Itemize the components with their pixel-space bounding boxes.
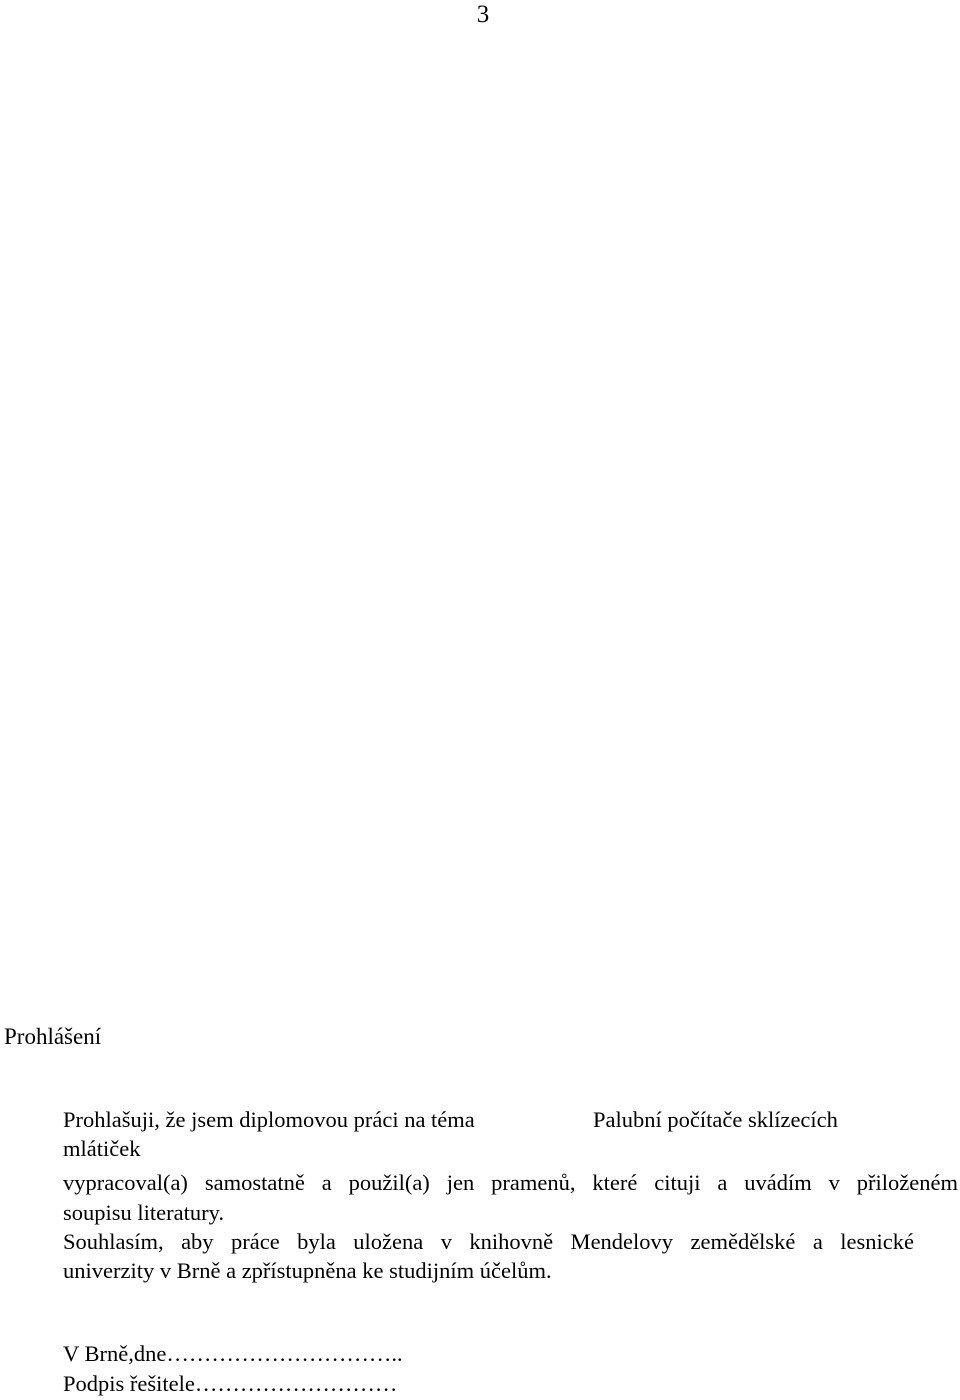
page-number: 3 bbox=[476, 1, 490, 28]
thesis-topic-part1: Palubní počítače sklízecích bbox=[593, 1107, 838, 1132]
thesis-topic-part2: mlátiček bbox=[63, 1136, 141, 1161]
declaration-intro: Prohlašuji, že jsem diplomovou práci na téma bbox=[63, 1107, 475, 1132]
consent-text-line: univerzity v Brně a zpřístupněna ke studijním účelům. bbox=[63, 1258, 552, 1283]
signature-field: Podpis řešitele……………………… bbox=[63, 1371, 398, 1396]
declaration-text-line: soupisu literatury. bbox=[63, 1200, 225, 1225]
place-date-field: V Brně,dne………………………….. bbox=[63, 1341, 403, 1366]
consent-text-line: Souhlasím, aby práce byla uložena v knihovně Mendelovy zemědělské a lesnické bbox=[63, 1229, 914, 1254]
page-title: Prohlášení bbox=[4, 1024, 102, 1049]
declaration-text-line: vypracoval(a) samostatně a použil(a) jen pramenů, které cituji a uvádím v přiloženém bbox=[63, 1170, 958, 1195]
